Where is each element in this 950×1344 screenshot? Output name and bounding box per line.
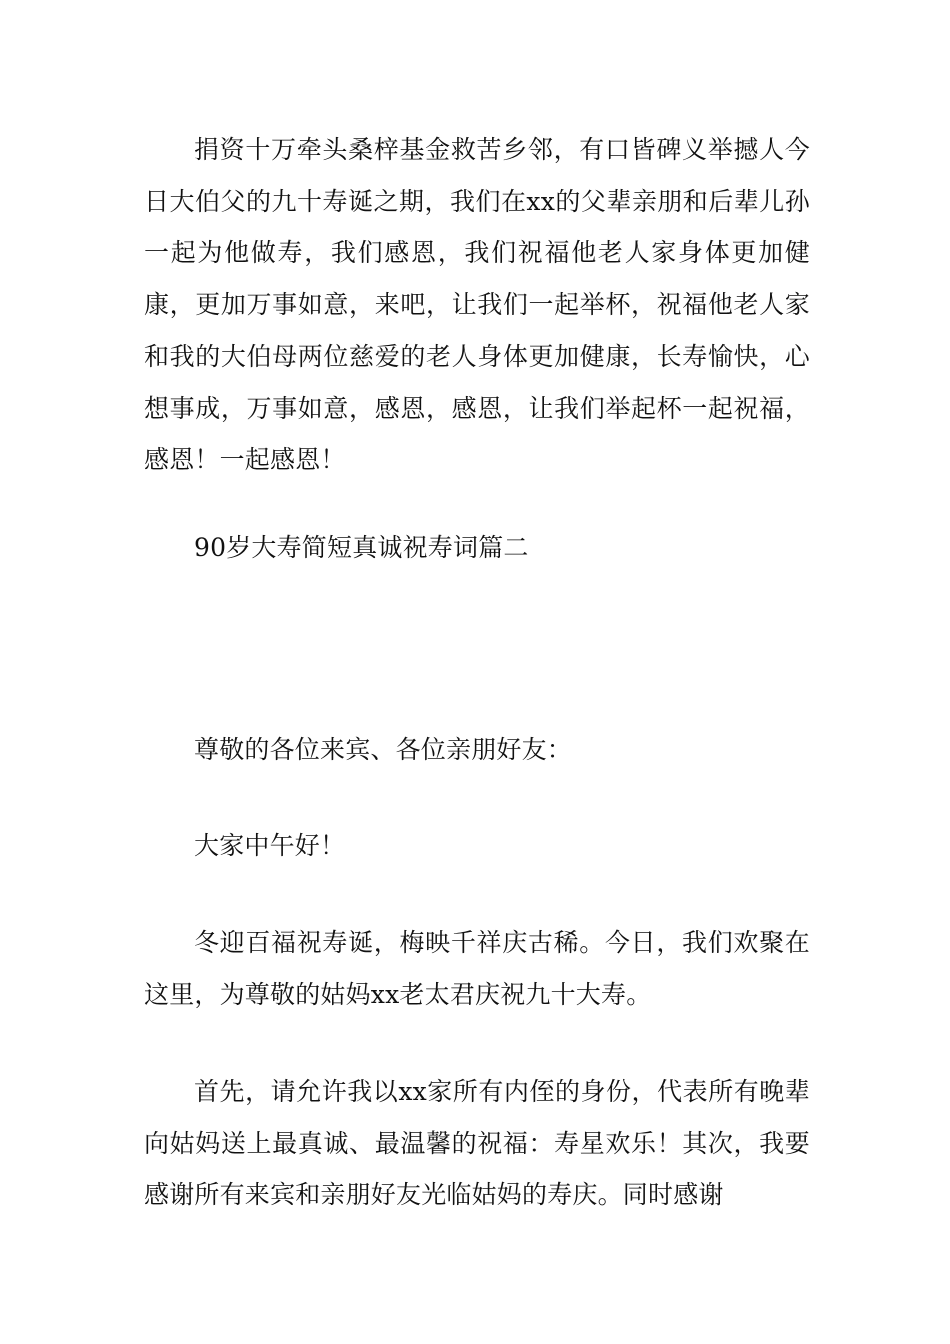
greeting-text: 大家中午好！	[194, 831, 346, 860]
salutation-text: 尊敬的各位来宾、各位亲朋好友：	[194, 735, 573, 764]
section-heading	[144, 522, 810, 574]
greeting	[144, 820, 810, 872]
paragraph-text: 冬迎百福祝寿诞，梅映千祥庆古稀。今日，我们欢聚在这里，为尊敬的姑妈xx老太君庆祝九十大寿。	[144, 928, 810, 1009]
paragraph-text: 捐资十万牵头桑梓基金救苦乡邻，有口皆碑义举撼人今日大伯父的九十寿诞之期，我们在xx的父辈亲朋和后辈儿孙一起为他做寿，我们感恩，我们祝福他老人家身体更加健康，更加万事如意，来吧，让我们一起举杯，祝福他老人家和我的大伯母两位慈爱的老人身体更加健康，长寿愉快，心想事成，万事如意，感恩，感恩，让我们举起杯一起祝福，感恩！一起感恩！	[144, 135, 810, 475]
paragraph-thanks	[144, 1066, 810, 1221]
paragraph-text: 首先，请允许我以xx家所有内侄的身份，代表所有晚辈向姑妈送上最真诚、最温馨的祝福：寿星欢乐！其次，我要感谢所有来宾和亲朋好友光临姑妈的寿庆。同时感谢	[144, 1077, 810, 1210]
salutation	[144, 724, 810, 776]
paragraph-opening	[144, 917, 810, 1020]
section-heading-text: 90岁大寿简短真诚祝寿词篇二	[194, 533, 529, 562]
paragraph-blessing-intro	[144, 124, 810, 486]
